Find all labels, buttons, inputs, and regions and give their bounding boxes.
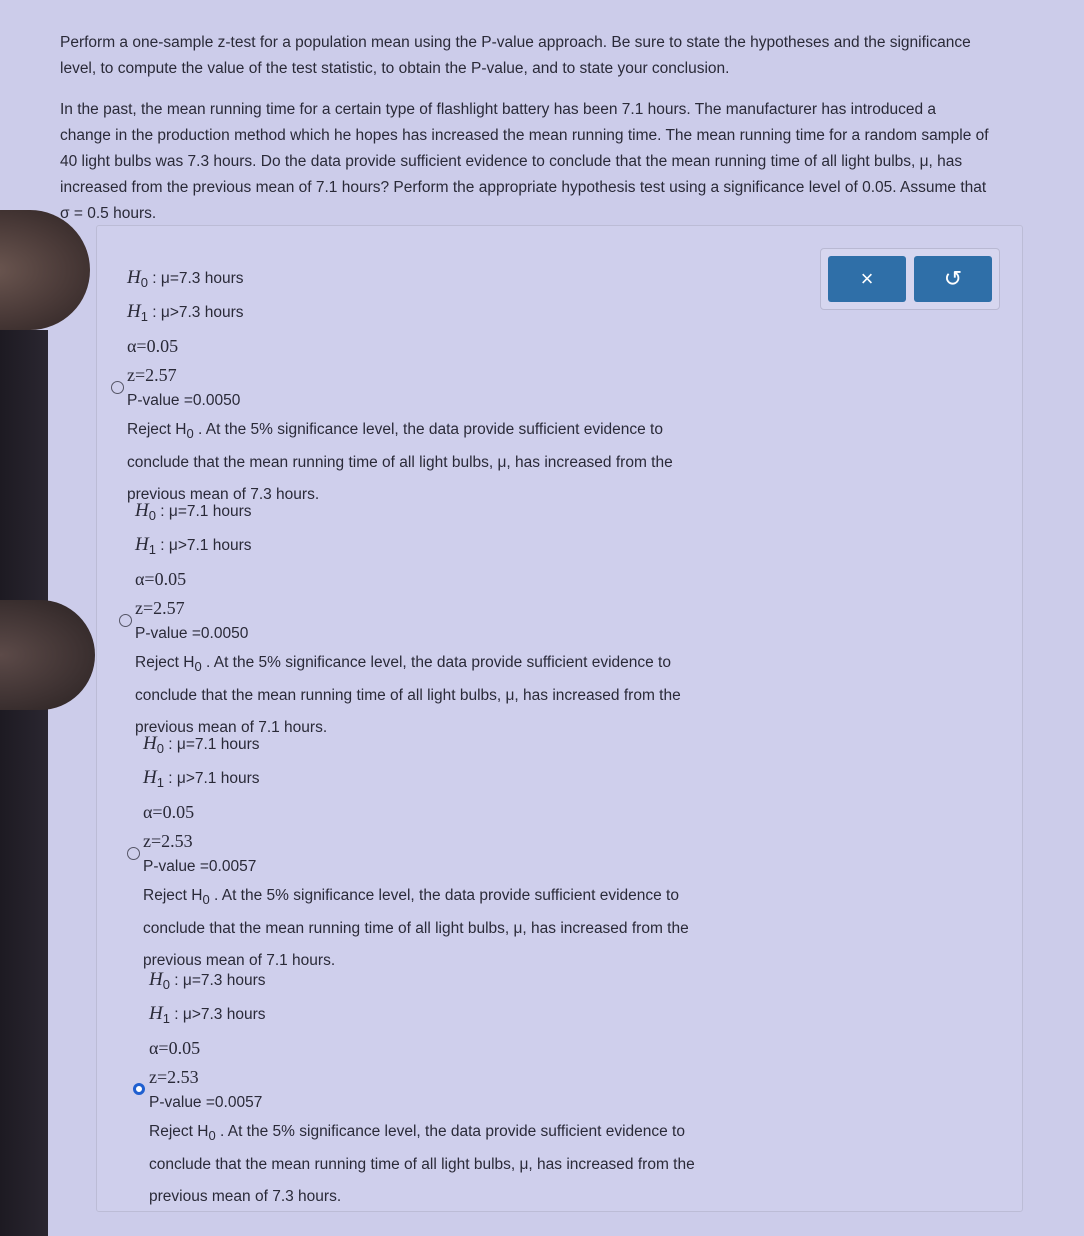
finger-thumb-bottom [0,600,95,710]
answer-option-a[interactable] [127,261,827,511]
radio-option-a[interactable] [111,381,124,394]
photo-edge-shadow [0,330,48,1236]
reject-statement: Reject $H_0$ . At the 5% significance level, the data provide sufficient evidence to [135,654,671,675]
question-text [60,30,990,242]
null-hypothesis: $H_0$ : μ=7.1 hours [143,733,260,757]
null-hypothesis: $H_0$ : μ=7.3 hours [127,267,244,291]
conclusion-text: conclude that the mean running time of all light bulbs, μ, has increased from the [135,687,681,704]
alpha-value: α=0.05 [149,1038,201,1058]
radio-option-b[interactable] [119,614,132,627]
clear-button[interactable] [828,256,906,302]
close-icon: × [860,266,874,291]
conclusion-text-2: previous mean of 7.3 hours. [127,486,320,503]
conclusion-text-2: previous mean of 7.1 hours. [143,952,336,969]
p-value: P-value =0.0057 [143,858,257,875]
answer-option-d[interactable] [149,963,849,1213]
null-hypothesis: $H_0$ : μ=7.1 hours [135,500,252,524]
conclusion-text: conclude that the mean running time of all light bulbs, μ, has increased from the [149,1156,695,1173]
alt-hypothesis: $H_1$ : μ>7.1 hours [143,767,260,791]
conclusion-text-2: previous mean of 7.1 hours. [135,719,328,736]
p-value: P-value =0.0050 [135,625,249,642]
answer-panel [96,225,1023,1212]
conclusion-text: conclude that the mean running time of all light bulbs, μ, has increased from the [127,454,673,471]
alt-hypothesis: $H_1$ : μ>7.3 hours [127,301,244,325]
problem-statement: In the past, the mean running time for a certain type of flashlight battery has been 7.1 hours. The manufacturer has introduced a change in the production method which he hopes has increased the mean running time. The mean running time for a random sample of 40 light bulbs was 7.3 hours. Do the data provide sufficient evidence to conclude that the mean running time of all light bulbs, μ, has increased from the previous mean of 7.1 hours? Perform the appropriate hypothesis test using a significance level of 0.05. Assume that σ = 0.5 hours. [60,101,989,222]
undo-icon: ↺ [943,266,963,291]
alt-hypothesis: $H_1$ : μ>7.1 hours [135,534,252,558]
z-value: z=2.57 [127,365,177,385]
z-value: z=2.53 [143,831,193,851]
alt-hypothesis: $H_1$ : μ>7.3 hours [149,1003,266,1027]
radio-option-d[interactable] [133,1083,145,1095]
z-value: z=2.53 [149,1067,199,1087]
p-value: P-value =0.0050 [127,392,241,409]
reject-statement: Reject $H_0$ . At the 5% significance level, the data provide sufficient evidence to [127,421,663,442]
answer-option-b[interactable] [135,494,835,744]
conclusion-text: conclude that the mean running time of all light bulbs, μ, has increased from the [143,920,689,937]
instructions: Perform a one-sample z-test for a population mean using the P-value approach. Be sure to state the hypotheses and the significance level, to compute the value of the test statistic, to obtain the P-value, and to state your conclusion. [60,34,971,77]
reject-statement: Reject $H_0$ . At the 5% significance level, the data provide sufficient evidence to [149,1123,685,1144]
answer-option-c[interactable] [143,727,843,977]
undo-button[interactable] [914,256,992,302]
z-value: z=2.57 [135,598,185,618]
null-hypothesis: $H_0$ : μ=7.3 hours [149,969,266,993]
radio-option-c[interactable] [127,847,140,860]
reject-statement: Reject $H_0$ . At the 5% significance level, the data provide sufficient evidence to [143,887,679,908]
alpha-value: α=0.05 [143,802,195,822]
answer-toolbar [820,248,1000,310]
alpha-value: α=0.05 [135,569,187,589]
conclusion-text-2: previous mean of 7.3 hours. [149,1188,342,1205]
p-value: P-value =0.0057 [149,1094,263,1111]
alpha-value: α=0.05 [127,336,179,356]
